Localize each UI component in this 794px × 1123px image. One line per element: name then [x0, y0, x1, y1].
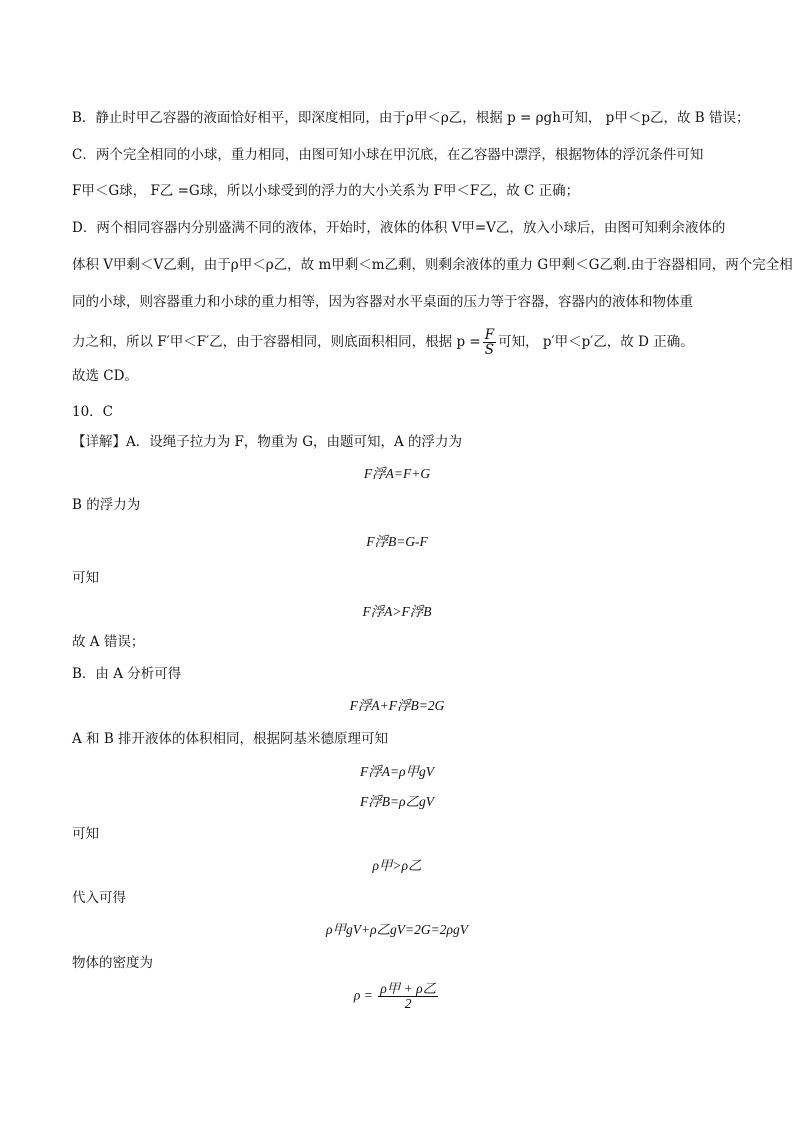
equation-archimedes-a: F浮A=ρ甲gV	[359, 764, 435, 779]
equation-sum-buoyancy: F浮A+F浮B=2G	[349, 698, 445, 713]
paragraph-d-explanation: D．两个相同容器内分别盛满不同的液体，开始时，液体的体积 V甲=V乙，放入小球后，由图可知剩余液体的	[72, 220, 726, 236]
equation-buoyancy-b: F浮B=G-F	[366, 534, 428, 549]
paragraph-c-explanation: C．两个完全相同的小球，重力相同，由图可知小球在甲沉底，在乙容器中漂浮，根据物体的浮沉条件可知	[72, 147, 704, 163]
paragraph-c-conclusion: F甲＜G球， F乙 =G球，所以小球受到的浮力的大小关系为 F甲＜F乙，故 C 正确；	[72, 183, 580, 199]
text-a-wrong: 故 A 错误；	[72, 634, 145, 650]
fraction-denominator: S	[484, 342, 495, 358]
text-b-buoyancy: B 的浮力为	[72, 497, 141, 513]
text-object-density: 物体的密度为	[72, 955, 153, 971]
paragraph-d-volume: 体积 V甲剩＜V乙剩，由于ρ甲＜ρ乙，故 m甲剩＜m乙剩，则剩余液体的重力 G甲剩＜G乙剩.由于容器相同，两个完全相	[72, 257, 793, 273]
paragraph-d-conclusion-end: 可知， p′甲＜p′乙，故 D 正确。	[498, 334, 694, 350]
paragraph-d-conclusion	[72, 328, 724, 357]
density-fraction	[378, 982, 438, 1011]
paragraph-d-conclusion-start: 力之和，所以 F′甲＜F′乙，由于容器相同，则底面积相同，根据 p =	[72, 334, 481, 350]
equation-substituted: ρ甲gV+ρ乙gV=2G=2ρgV	[325, 922, 468, 937]
question-number: 10．C	[72, 404, 114, 420]
density-denominator: 2	[404, 996, 412, 1011]
equation-compare-density: ρ甲>ρ乙	[372, 858, 422, 873]
equation-compare-buoyancy: F浮A>F浮B	[362, 604, 432, 619]
equation-density-formula	[0, 982, 794, 1011]
paragraph-d-force: 同的小球，则容器重力和小球的重力相等，因为容器对水平桌面的压力等于容器，容器内的液体和物体重	[72, 294, 693, 310]
text-b-analysis: B．由 A 分析可得	[72, 666, 182, 682]
text-archimedes: A 和 B 排开液体的体积相同，根据阿基米德原理可知	[72, 731, 389, 747]
detail-intro: 【详解】A．设绳子拉力为 F，物重为 G，由题可知，A 的浮力为	[72, 434, 463, 450]
equation-archimedes-b: F浮B=ρ乙gV	[359, 794, 435, 809]
fraction-numerator: F	[484, 327, 495, 343]
equation-buoyancy-a: F浮A=F+G	[363, 466, 431, 481]
density-numerator: ρ甲 + ρ乙	[380, 981, 437, 996]
density-lhs: ρ =	[353, 987, 373, 1003]
pressure-fraction	[483, 328, 496, 357]
paragraph-b-explanation: B．静止时甲乙容器的液面恰好相平，即深度相同，由于ρ甲＜ρ乙，根据 p = ρgh可知， p甲＜p乙，故 B 错误；	[72, 110, 750, 126]
answer-line: 故选 CD。	[72, 368, 138, 384]
text-substitute: 代入可得	[72, 890, 126, 906]
text-knowable-2: 可知	[72, 826, 99, 842]
text-knowable-1: 可知	[72, 570, 99, 586]
